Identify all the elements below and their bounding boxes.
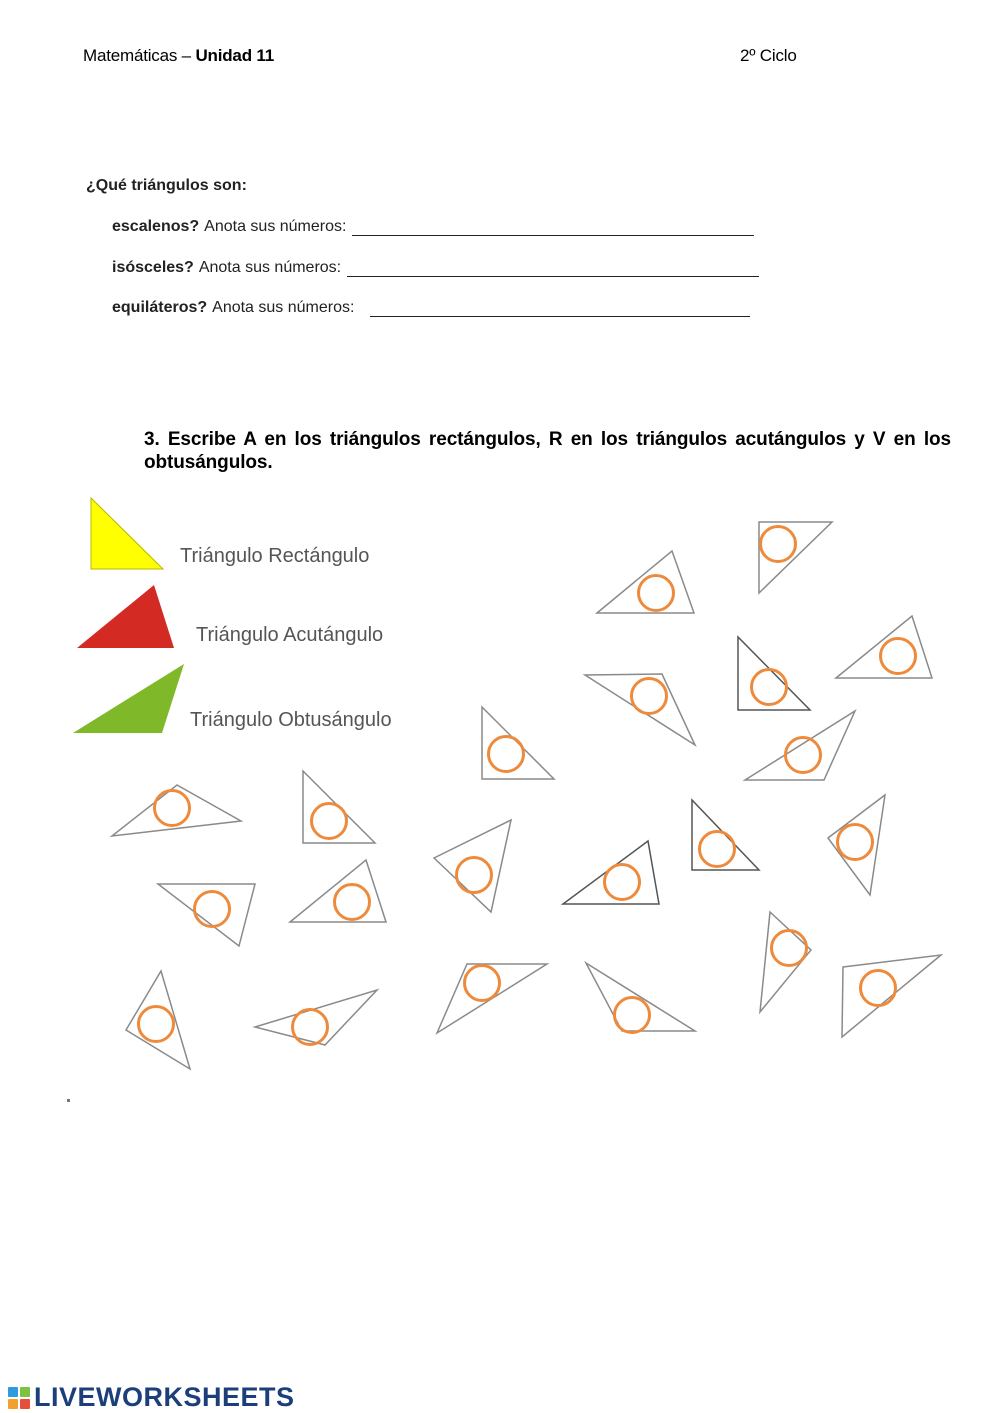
answer-ring[interactable] — [193, 890, 231, 928]
answer-ring[interactable] — [859, 969, 897, 1007]
subject-text: Matemáticas – — [83, 46, 196, 65]
row-prompt: Anota sus números: — [198, 259, 342, 276]
page-mark — [67, 1099, 70, 1102]
answer-ring[interactable] — [333, 883, 371, 921]
legend-label-acutangulo: Triángulo Acutángulo — [196, 624, 384, 646]
answer-ring[interactable] — [487, 735, 525, 773]
answer-ring[interactable] — [603, 863, 641, 901]
answer-ring[interactable] — [153, 789, 191, 827]
answer-ring[interactable] — [613, 996, 651, 1034]
legend-triangle-yellow — [91, 498, 163, 569]
header-cycle: 2º Ciclo — [740, 46, 797, 65]
answer-ring[interactable] — [759, 525, 797, 563]
exercise-title: 3. Escribe A en los triángulos rectángulos, R en los triángulos acutángulos y V en los obtusángulos. — [144, 429, 951, 473]
legend-label-obtusangulo: Triángulo Obtusángulo — [190, 709, 392, 731]
answer-ring[interactable] — [455, 856, 493, 894]
answer-ring[interactable] — [463, 964, 501, 1002]
legend-label-rectangulo: Triángulo Rectángulo — [180, 545, 370, 567]
liveworksheets-logo[interactable] — [8, 1382, 295, 1413]
answer-ring[interactable] — [291, 1008, 329, 1046]
answer-ring[interactable] — [770, 929, 808, 967]
answer-ring[interactable] — [836, 823, 874, 861]
answer-ring[interactable] — [784, 736, 822, 774]
answer-ring[interactable] — [637, 574, 675, 612]
legend-triangle-green — [73, 664, 184, 733]
answer-ring[interactable] — [698, 830, 736, 868]
legend-triangle-red — [77, 585, 174, 648]
answer-ring[interactable] — [137, 1005, 175, 1043]
row-label: equiláteros? — [112, 299, 208, 316]
answer-ring[interactable] — [630, 677, 668, 715]
answer-ring[interactable] — [879, 637, 917, 675]
answer-ring[interactable] — [750, 668, 788, 706]
row-label: escalenos? — [112, 218, 200, 235]
answer-ring[interactable] — [310, 802, 348, 840]
row-prompt: Anota sus números: — [212, 299, 355, 316]
unit-text: Unidad 11 — [195, 46, 274, 65]
logo-grid-icon — [8, 1387, 30, 1409]
row-label: isósceles? — [112, 259, 194, 276]
logo-text: LIVEWORKSHEETS — [34, 1382, 295, 1412]
row-prompt: Anota sus números: — [204, 218, 347, 235]
question-title: ¿Qué triángulos son: — [86, 177, 247, 194]
